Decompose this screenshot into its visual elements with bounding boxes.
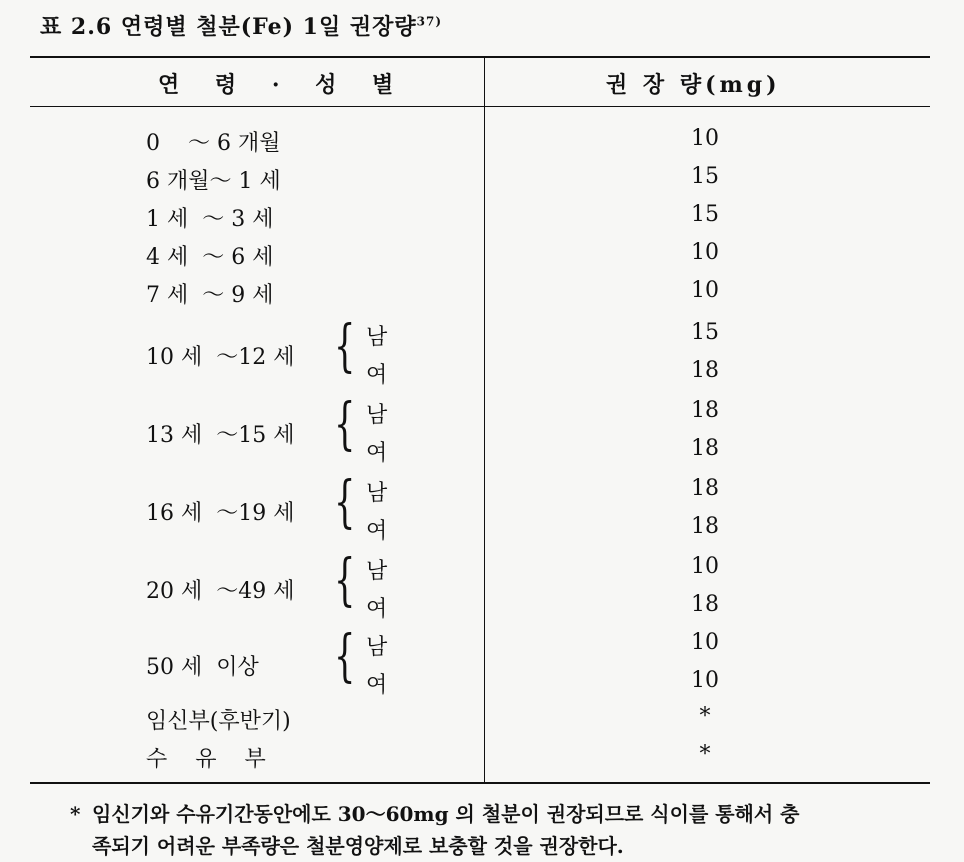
value-cell: 18 — [691, 476, 719, 501]
footnote-line: 족되기 어려운 부족량은 철분영양제로 보충할 것을 권장한다. — [92, 834, 624, 858]
table-row — [0, 704, 964, 742]
age-cell: 20 세 ～49 세 — [146, 579, 295, 604]
value-cell: 15 — [691, 320, 719, 345]
table-row-group — [0, 392, 964, 466]
sex-male: 남 — [366, 325, 388, 350]
age-cell: 10 세 ～12 세 — [146, 345, 295, 370]
sex-female: 여 — [366, 597, 388, 622]
table-row-group — [0, 624, 964, 698]
value-cell: 10 — [691, 668, 719, 693]
value-cell: 10 — [691, 630, 719, 655]
sex-female: 여 — [366, 673, 388, 698]
value-cell: 18 — [691, 436, 719, 461]
reference-mark: 37) — [416, 14, 443, 29]
sex-female: 여 — [366, 519, 388, 544]
age-cell: 4 세 ～ 6 세 — [146, 245, 274, 270]
brace-icon: { — [334, 470, 356, 535]
age-cell: 수 유 부 — [146, 747, 266, 772]
age-cell: 50 세 이상 — [146, 655, 259, 680]
value-cell: 18 — [691, 358, 719, 383]
top-rule — [30, 56, 930, 58]
table-row-group — [0, 314, 964, 388]
table-row — [0, 240, 964, 278]
sex-male: 남 — [366, 559, 388, 584]
age-cell: 16 세 ～19 세 — [146, 501, 295, 526]
age-cell: 7 세 ～ 9 세 — [146, 283, 274, 308]
table-row — [0, 202, 964, 240]
header-divider — [484, 58, 485, 106]
age-cell: 13 세 ～15 세 — [146, 423, 295, 448]
brace-icon: { — [334, 314, 356, 379]
table-row — [0, 278, 964, 316]
age-cell: 6 개월～ 1 세 — [146, 169, 281, 194]
sex-male: 남 — [366, 635, 388, 660]
sex-male: 남 — [366, 403, 388, 428]
brace-icon: { — [334, 624, 356, 689]
value-cell: 10 — [691, 126, 719, 151]
table-row — [0, 126, 964, 164]
sex-female: 여 — [366, 441, 388, 466]
value-cell: 18 — [691, 514, 719, 539]
table-title-text: 표 2.6 연령별 철분(Fe) 1일 권장량 — [40, 14, 417, 40]
value-cell: 18 — [691, 592, 719, 617]
value-cell: 10 — [691, 554, 719, 579]
sex-female: 여 — [366, 363, 388, 388]
footnote-mark: * — [70, 802, 81, 826]
table-row-group — [0, 470, 964, 544]
table-title — [40, 10, 442, 41]
value-cell: 10 — [691, 240, 719, 265]
brace-icon: { — [334, 392, 356, 457]
value-cell: 15 — [691, 164, 719, 189]
age-cell: 0 ～ 6 개월 — [146, 131, 281, 156]
table-row — [0, 742, 964, 780]
value-cell: * — [699, 742, 711, 767]
table-row-group — [0, 548, 964, 622]
value-cell: 10 — [691, 278, 719, 303]
table-row — [0, 164, 964, 202]
sex-male: 남 — [366, 481, 388, 506]
brace-icon: { — [334, 548, 356, 613]
bottom-rule — [30, 782, 930, 784]
value-cell: 15 — [691, 202, 719, 227]
value-cell: * — [699, 704, 711, 729]
header-rule — [30, 106, 930, 107]
value-cell: 18 — [691, 398, 719, 423]
age-cell: 임신부(후반기) — [146, 709, 291, 734]
header-recommended-amount: 권 장 량(mg) — [606, 72, 781, 98]
footnote-line: 임신기와 수유기간동안에도 30～60mg 의 철분이 권장되므로 식이를 통해서 충 — [92, 802, 800, 826]
header-age-sex: 연 령 · 성 별 — [158, 72, 408, 98]
age-cell: 1 세 ～ 3 세 — [146, 207, 274, 232]
